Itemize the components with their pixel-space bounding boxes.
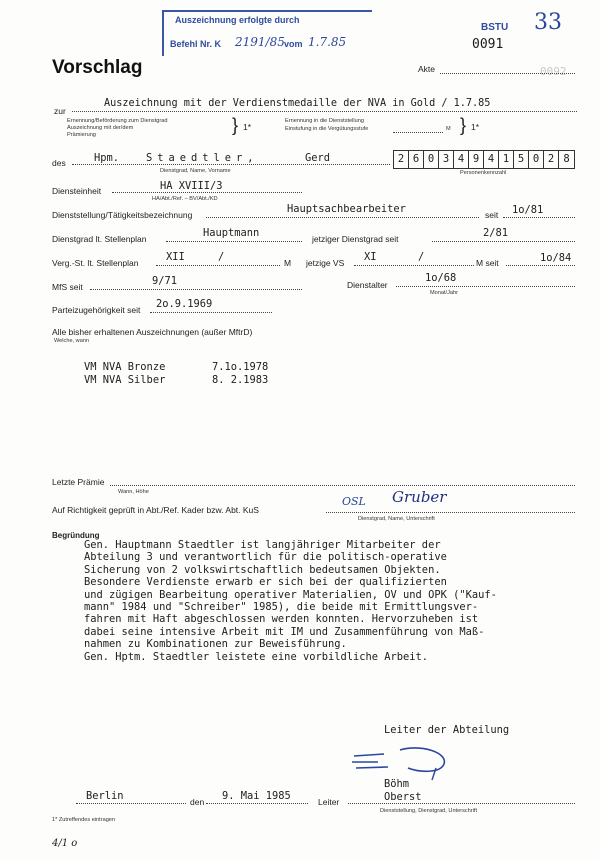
dienststellung-line: [206, 217, 479, 218]
pk-box: [393, 150, 575, 169]
dienststellung-seit-line: [503, 217, 575, 218]
leiter-title: Leiter der Abteilung: [384, 724, 510, 736]
bstu-label: BSTU: [481, 22, 509, 33]
begruendung-text: [84, 539, 497, 663]
zur-note-3: Prämierung: [67, 132, 96, 138]
akte-line: [440, 73, 575, 74]
pk-digit: 6: [409, 151, 424, 168]
footer-leiter-label: Leiter: [318, 797, 340, 807]
zur-line: [72, 111, 577, 112]
pk-digit: 2: [544, 151, 559, 168]
pk-digit: 0: [529, 151, 544, 168]
pk-digit: 8: [563, 153, 570, 165]
award-1-date: 7.1o.1978: [212, 361, 269, 373]
begruendung-line: Gen. Hauptmann Staedtler ist langjähriger Mitarbeiter der: [84, 539, 441, 551]
footer-place: Berlin: [86, 790, 124, 802]
stamp-vom-label: vom: [284, 39, 303, 49]
check-line: [326, 512, 575, 513]
partei-label: Parteizugehörigkeit seit: [52, 305, 141, 315]
footer-place-line: [76, 803, 186, 804]
verg-slash-2: /: [418, 251, 425, 263]
stamp-line-1: Auszeichnung erfolgte durch: [175, 15, 300, 25]
verg-m-seit-value: 1o/84: [540, 252, 572, 264]
pk-caption: Personenkennzahl: [460, 170, 507, 176]
praemie-caption: Wann, Höhe: [118, 489, 149, 495]
diensteinheit-value: HA XVIII/3: [160, 180, 223, 192]
begruendung-line: Abteilung 3 und verantwortlich für die politisch-operative: [84, 551, 447, 564]
begruendung-line: mann" 1984 und "Schreiber" 1985), die beide mit Ermittlungsver-: [84, 601, 479, 614]
signer-name: Böhm: [384, 778, 410, 790]
diensteinheit-line: [112, 192, 302, 193]
form-title: Vorschlag: [52, 57, 143, 78]
stamp-befehl-number: 2191/85: [235, 35, 285, 49]
begruendung-label: Begründung: [52, 531, 100, 540]
zur-label: zur: [54, 106, 66, 116]
praemie-label: Letzte Prämie: [52, 477, 105, 487]
jetzt-dienstgrad-label: jetziger Dienstgrad seit: [312, 234, 399, 244]
diensteinheit-caption: HA/Abt./Ref. – BV/Abt./KD: [152, 196, 218, 202]
corner-mark: 4/1 o: [52, 838, 78, 849]
check-label: Auf Richtigkeit geprüft in Abt./Ref. Kader bzw. Abt. KuS: [52, 505, 259, 515]
bstu-number: 0091: [472, 37, 504, 52]
partei-value: 2o.9.1969: [156, 298, 213, 310]
dienststellung-value: Hauptsachbearbeiter: [287, 203, 406, 215]
dienstalter-label: Dienstalter: [347, 280, 388, 290]
dienstgrad-line: [166, 241, 302, 242]
signer-caption: Dienststellung, Dienstgrad, Unterschrift: [380, 808, 478, 814]
des-caption: Dienstgrad, Name, Vorname: [160, 168, 231, 174]
des-line: [72, 164, 390, 165]
award-2-name: VM NVA Silber: [84, 374, 166, 386]
begruendung-line: Sicherung von 2 volkswirtschaftlich bedeutsamen Objekten.: [84, 563, 441, 576]
verg-m-seit-label: M seit: [476, 258, 499, 268]
pk-digit: 4: [454, 151, 469, 168]
dienstgrad-value: Hauptmann: [203, 227, 260, 239]
verg-jetzige-line: [354, 265, 474, 266]
dienstalter-caption: Monat/Jahr: [430, 290, 458, 296]
page-number: 33: [534, 10, 562, 35]
verg-label: Verg.-St. lt. Stellenplan: [52, 258, 139, 268]
zur-vs-line: [393, 132, 443, 133]
zur-note-5: Einstufung in die Vergütungsstufe: [285, 126, 369, 132]
dienststellung-seit-label: seit: [485, 210, 499, 220]
awards-caption: Welche, wann: [54, 338, 90, 344]
begruendung-line: dabei seine intensive Arbeit mit IM und Zusammenführung von Maß-: [84, 625, 485, 638]
partei-line: [150, 312, 272, 313]
footer-date-line: [206, 803, 308, 804]
verg-jetzige-label: jetzige VS: [306, 258, 345, 268]
zur-note-2: Auszeichnung mit der/dem: [67, 125, 134, 131]
zur-brace-right: }: [460, 115, 467, 135]
pk-digit: 4: [484, 151, 499, 168]
diensteinheit-label: Diensteinheit: [52, 186, 102, 196]
begruendung-line: Besondere Verdienste erwarb er sich bei der qualifizierten: [84, 576, 447, 589]
begruendung-line: nahmen zu Kombinationen zur Beweisführung.: [84, 638, 347, 651]
faded-number: 0092: [540, 65, 567, 78]
footer-den-label: den: [190, 797, 205, 807]
ghost-text-1: [310, 182, 315, 191]
verg-m-label: M: [284, 258, 292, 268]
pk-digits: [394, 151, 574, 168]
jetzt-dienstgrad-value: 2/81: [483, 227, 509, 239]
begruendung-line: Gen. Hptm. Staedtler leistete eine vorbildliche Arbeit.: [84, 650, 429, 663]
pk-digit: 1: [499, 151, 514, 168]
leiter-signature: [348, 742, 468, 782]
footnote: 1* Zutreffendes eintragen: [52, 817, 116, 823]
des-surname: Staedtler,: [146, 152, 259, 164]
dienstalter-line: [396, 286, 575, 287]
check-signature: Gruber: [392, 488, 447, 506]
zur-mark-right: 1*: [471, 122, 480, 132]
dienstgrad-label: Dienstgrad lt. Stellenplan: [52, 234, 147, 244]
zur-value: Auszeichnung mit der Verdienstmedaille der NVA in Gold / 1.7.85: [104, 98, 491, 109]
dienstalter-value: 1o/68: [425, 272, 457, 284]
verg-m-seit-line: [506, 265, 575, 266]
check-value: OSL: [342, 495, 366, 508]
zur-note-4: Ernennung in die Dienststellung: [285, 118, 364, 124]
footer-date: 9. Mai 1985: [222, 790, 291, 802]
stamp-befehl-label: Befehl Nr. K: [170, 39, 222, 49]
verg-value: XII: [166, 251, 185, 263]
zur-note-1: Ernennung/Beförderung zum Dienstgrad: [67, 118, 168, 124]
des-rank: Hpm.: [94, 152, 120, 164]
signer-rank: Oberst: [384, 791, 422, 803]
praemie-line: [110, 485, 575, 486]
pk-digit: 0: [424, 151, 439, 168]
verg-line: [156, 265, 280, 266]
begruendung-line: fahren mit Haft abgeschlossen werden konnten. Hervorzuheben ist: [84, 613, 479, 626]
dienststellung-label: Dienststellung/Tätigkeitsbezeichnung: [52, 210, 193, 220]
zur-brace-left: }: [232, 115, 239, 135]
dienststellung-seit-value: 1o/81: [512, 204, 544, 216]
footer-signer-line: [348, 803, 575, 804]
verg-jetzige-value: XI: [364, 251, 377, 263]
mfs-value: 9/71: [152, 275, 178, 287]
pk-digit: 3: [439, 151, 454, 168]
des-label: des: [52, 158, 66, 168]
pk-digit: 9: [469, 151, 484, 168]
award-1-name: VM NVA Bronze: [84, 361, 166, 373]
begruendung-line: und zügigen Bearbeitung operativer Materialien, OV und OPK ("Kauf-: [84, 588, 497, 601]
akte-label: Akte: [418, 64, 436, 74]
zur-m: M: [446, 126, 451, 132]
verg-slash: /: [218, 251, 225, 263]
zur-mark-left: 1*: [243, 122, 252, 132]
check-caption: Dienstgrad, Name, Unterschrift: [358, 516, 435, 522]
mfs-line: [90, 289, 302, 290]
awards-label: Alle bisher erhaltenen Auszeichnungen (außer MftrD): [52, 327, 253, 337]
stamp-vom-date: 1.7.85: [308, 35, 347, 49]
pk-digit: 2: [394, 151, 409, 168]
pk-digit: 5: [514, 151, 529, 168]
mfs-label: MfS seit: [52, 282, 83, 292]
jetzt-dienstgrad-line: [432, 241, 575, 242]
des-firstname: Gerd: [305, 152, 331, 164]
award-2-date: 8. 2.1983: [212, 374, 269, 386]
